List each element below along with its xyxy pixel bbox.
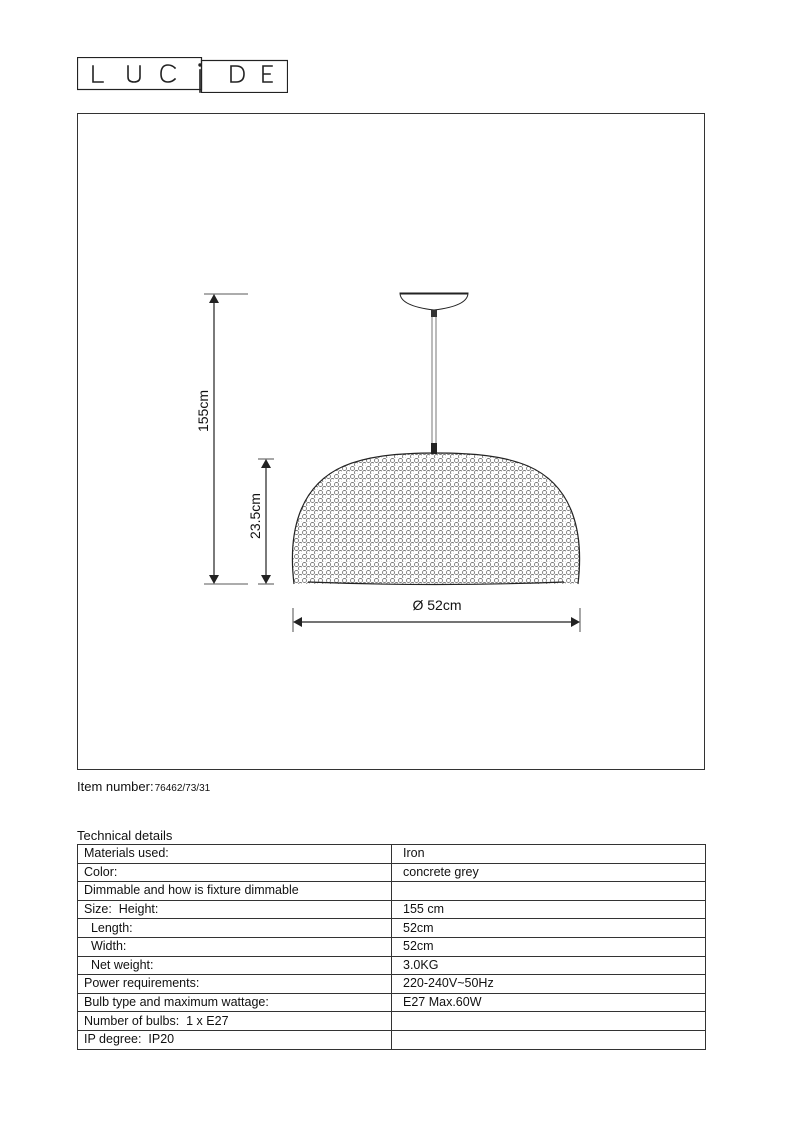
spec-value-materials: Iron — [392, 845, 706, 864]
brand-logo — [77, 57, 288, 93]
height-dimension-line — [204, 294, 248, 584]
spec-value-power: 220-240V~50Hz — [392, 975, 706, 994]
technical-details-title: Technical details — [77, 828, 173, 843]
table-row — [78, 975, 706, 994]
technical-details-table — [77, 844, 706, 1050]
spec-label-ip-degree: IP degree: IP20 — [78, 1030, 392, 1049]
table-row — [78, 863, 706, 882]
table-row — [78, 956, 706, 975]
table-row — [78, 1030, 706, 1049]
spec-value-height: 155 cm — [392, 900, 706, 919]
spec-value-dimmable — [392, 882, 706, 901]
spec-value-width: 52cm — [392, 937, 706, 956]
item-number — [77, 779, 210, 794]
spec-label-dimmable: Dimmable and how is fixture dimmable — [78, 882, 392, 901]
spec-value-length: 52cm — [392, 919, 706, 938]
suspension-cord — [431, 317, 437, 454]
spec-label-net-weight: Net weight: — [78, 956, 392, 975]
table-row — [78, 993, 706, 1012]
item-number-label: Item number: — [77, 779, 154, 794]
table-row — [78, 845, 706, 864]
table-row — [78, 900, 706, 919]
ceiling-canopy — [400, 293, 468, 317]
spec-label-power: Power requirements: — [78, 975, 392, 994]
height-label: 155cm — [195, 389, 211, 433]
spec-value-bulb-count — [392, 1012, 706, 1031]
table-row — [78, 919, 706, 938]
table-row — [78, 882, 706, 901]
spec-label-color: Color: — [78, 863, 392, 882]
spec-label-height: Size: Height: — [78, 900, 392, 919]
spec-value-net-weight: 3.0KG — [392, 956, 706, 975]
spec-label-width: Width: — [78, 937, 392, 956]
spec-label-materials: Materials used: — [78, 845, 392, 864]
spec-value-bulb-type: E27 Max.60W — [392, 993, 706, 1012]
spec-label-bulb-type: Bulb type and maximum wattage: — [78, 993, 392, 1012]
product-drawing — [77, 113, 705, 770]
table-row — [78, 937, 706, 956]
table-row — [78, 1012, 706, 1031]
spec-value-ip-degree — [392, 1030, 706, 1049]
spec-label-bulb-count: Number of bulbs: 1 x E27 — [78, 1012, 392, 1031]
lamp-shade — [288, 449, 588, 589]
shade-height-label: 23.5cm — [247, 493, 263, 539]
item-number-value: 76462/73/31 — [154, 783, 211, 794]
spec-label-length: Length: — [78, 919, 392, 938]
diameter-label: Ø 52cm — [412, 597, 462, 613]
spec-value-color: concrete grey — [392, 863, 706, 882]
